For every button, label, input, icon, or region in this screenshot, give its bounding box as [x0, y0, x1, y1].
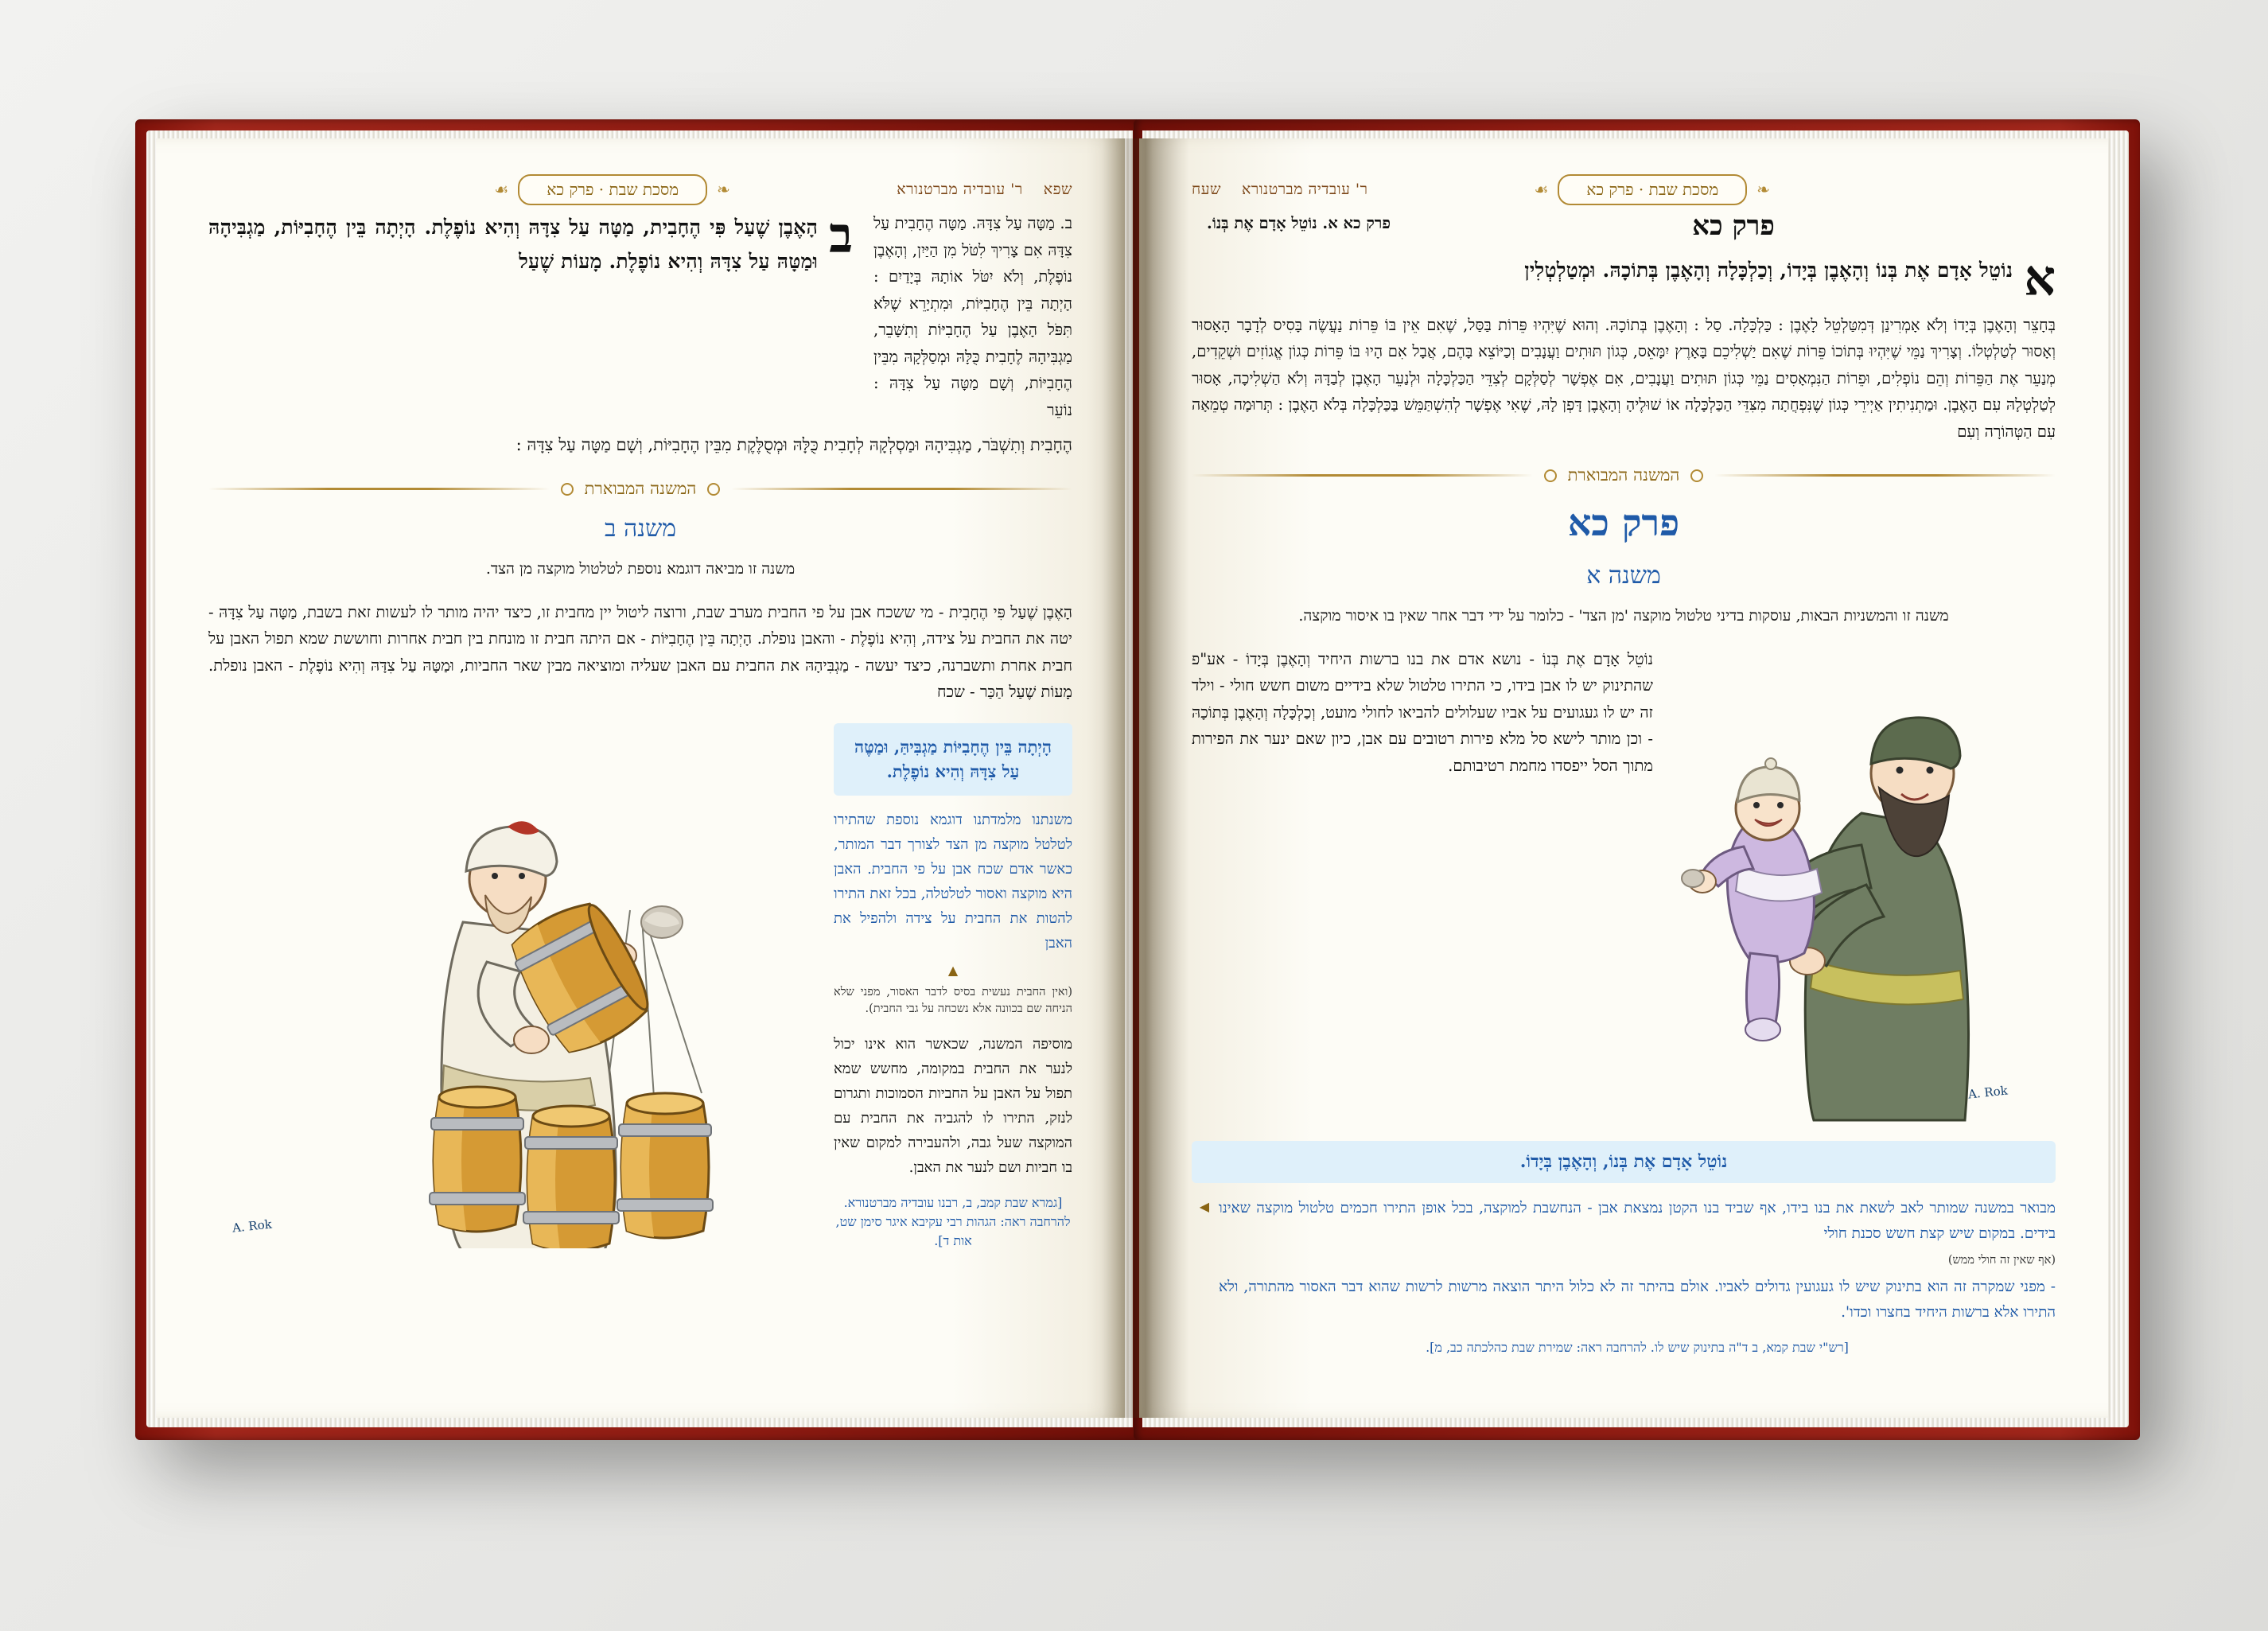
- illustration-barrels-svg: [368, 723, 813, 1248]
- bartenura-heading-right: פרק כא א. נוֹטֵל אָדָם אֶת בְּנוֹ.: [1207, 214, 1391, 232]
- section-divider-right: [1192, 465, 2056, 485]
- chapter-heading-right: פרק כא: [1692, 210, 1775, 242]
- chapter-title-right: פרק כא: [1567, 501, 1680, 545]
- folio-number-right: שעח: [1192, 180, 1221, 198]
- commentator-name-right: ר' עובדיה מברטנורא: [1241, 180, 1368, 198]
- commentator-name-left: ר' עובדיה מברטנורא: [897, 180, 1023, 198]
- triangle-marker-icon-right: ◀: [1199, 1198, 1209, 1214]
- divider-label-right: המשנה המבוארת: [1567, 465, 1680, 485]
- artist-signature-right: A. Rok: [1967, 1083, 2009, 1102]
- illustration-father-child-svg: [1674, 646, 2056, 1123]
- mishna-text-left: הָאֶבֶן שֶׁעַל פִּי הֶחָבִית, מַטָּה עַל צִדָּהּ וְהִיא נוֹפֶלֶת. הָיְתָה בֵּין הֶחָבִיּוֹת, מַגְבִּיהָהּ וּמַטָּהּ עַל צִדָּהּ וְהִיא נוֹפֶלֶת. מָעוֹת שֶׁעַל: [208, 216, 819, 273]
- mishna-number-left: משנה ב: [604, 515, 677, 543]
- right-page: [1139, 138, 2108, 1418]
- callout-right: נוֹטֵל אָדָם אֶת בְּנוֹ, וְהָאֶבֶן בְּיָדוֹ.: [1192, 1141, 2056, 1183]
- folio-number-left: שפא: [1043, 180, 1072, 198]
- section-divider-left: [208, 479, 1072, 499]
- divider-dot-right-2: [1544, 469, 1557, 482]
- running-head-right: [1192, 173, 2056, 205]
- mishna-text-right: נוֹטֵל אָדָם אֶת בְּנוֹ וְהָאֶבֶן בְּיָדוֹ, וְכַלְכָּלָה וְהָאֶבֶן בְּתוֹכָהּ. וּמְטַלְטְלִין: [1524, 259, 2013, 282]
- bartenura-commentary-left: ב. מַטָּה עַל צִדָּהּ. מַטָּה הֶחָבִית עַל צִדָּהּ אִם צָרִיךְ לִטֹּל מִן הַיַּיִן, וְהָאֶבֶן נוֹפֶלֶת, וְלֹא יִטֹּל אוֹתָהּ בְּיָדַיִם : הָיְתָה בֵּין הֶחָבִיּוֹת, וּמִתְיָרֵא שֶׁלֹּא תִּפֹּל הָאֶבֶן עַל הֶחָבִיּוֹת וְתִשָּׁבֵר, מַגְבִּיהָהּ לֶחָבִית כֻּלָּהּ וּמְסַלְּקָהּ מִבֵּין הֶחָבִיּוֹת, וְשָׁם מַטָּה עַל צִדָּהּ : נוֹעֵר: [873, 214, 1072, 419]
- commentary-right-2: - מפני שמקרה זה הוא בתינוק שיש לו געגועין גדולים לאביו. אולם בהיתר זה לא כלול היתר הוצאה מרשות לרשות שהוא דבר האסור מהתורה, ולא התירו אלא ברשות היחיד בחצרו וכדו'.: [1219, 1279, 2056, 1322]
- mishna-lead-left: משנה זו מביאה דוגמא נוספת לטלטול מוקצה מן הצד.: [485, 560, 796, 578]
- source-citation-right: [רש"י שבת קמא, ב ד"ה בתינוק שיש לו. להרחבה ראה: שמירת שבת כהלכתה כב, מ].: [1426, 1339, 1849, 1355]
- commentary-left-note: (ואין החבית נעשית בסיס לדבר האסור, מפני שלא הניחה שם בכוונה אלא נשכחה על גבי החבית).: [834, 985, 1072, 1016]
- ornament-right-1: ❧: [1756, 180, 1770, 199]
- tractate-chapter-right: מסכת שבת · פרק כא: [1558, 174, 1747, 205]
- mishna-number-right: משנה א: [1586, 562, 1661, 590]
- commentary-left-2: מוסיפה המשנה, שכאשר הוא אינו יכול לנער את החבית במקומה, מחשש שמא תפול על האבן על החביות הסמוכות ותגרום לנזק, התירו לו להגביה את החבית עם המוקצה שעל גבה, ולהעבירה למקום שאין בו חביות ושם לנער את האבן.: [834, 1036, 1072, 1176]
- illustration-right: [1674, 646, 2056, 1123]
- mishna-text-continued-left: הֶחָבִית וְתִשְׁבֹּר, מַגְבִּיהָהּ וּמַסְלְקָהּ לְחָבִית כֻּלָּהּ וּמְסֻלֶּקֶת מִבֵּין הֶחָבִיּוֹת, וְשָׁם מַטָּה עַל צִדָּהּ :: [515, 435, 1072, 455]
- commentary-right: מבואר במשנה שמותר לאב לשאת את בנו בידו, אף שביד בנו הקטן נמצאת אבן - הנחשבת למוקצה, בכל אופן התירו חכמים טלטול מוקצה שאינו בידים. במקום שיש קצת חשש סכנת חולי: [1219, 1199, 2056, 1242]
- left-page: [156, 138, 1125, 1418]
- mishna-explanation-left: הָאֶבֶן שֶׁעַל פִּי הֶחָבִית - מי ששכח אבן על פי החבית מערב שבת, ורוצה ליטול יין מחבית זו, כיצד יהיה מותר לו לעשות זאת בשבת, מַטָּה עַל צִדָּהּ - יטה את החבית על צידה, וְהִיא נוֹפֶלֶת - והאבן נופלת. הָיְתָה בֵּין הֶחָבִיּוֹת - אם היתה חבית זו מונחת בין חבית אחרות וחוששת שמא תפול האבן על חבית אחרת ותשברנה, כיצד יעשה - מַגְבִּיהָהּ את החבית עם האבן שעליה ומוציאה מבין שאר החביות, וּמַטָּהּ עַל צִדָּהּ וְהִיא נוֹפֶלֶת - האבן נופלת. מָעוֹת שֶׁעַל הַכַּר - שכח: [208, 602, 1072, 702]
- bartenura-commentary-right: בְּחָצֵר וְהָאֶבֶן בְּיָדוֹ וְלֹא אָמְרִינַן דְּמִטַּלְטֵל לָאֶבֶן : כַּלְכָּלָה. סַל : וְהָאֶבֶן בְּתוֹכָהּ. וְהוּא שֶׁיִּהְיוּ פֵּרוֹת בַּסַּל, שֶׁאִם אֵין בּוֹ פֵּרוֹת נַעֲשֶׂה בָּסִיס לְדָבָר הָאָסוּר וְאָסוּר לְטַלְטְלוֹ. וְצָרִיךְ נַמֵּי שֶׁיִּהְיוּ בְּתוֹכוֹ פֵּרוֹת שֶׁאִם יַשְׁלִיכֵם בָּאָרֶץ יִמָּאֵס, כְּגוֹן תּוּתִים וַעֲנָבִים וְכַיּוֹצֵא בָּהֶם, אֲבָל אִם הָיוּ בּוֹ פֵּרוֹת כְּגוֹן אֱגוֹזִים וּשְׁקֵדִים, מְנַעֵר אֶת הַפֵּרוֹת וְהֵם נוֹפְלִים, וּפֵרוֹת הַנִּמְאָסִים נַמֵּי כְּגוֹן תּוּתִים וַעֲנָבִים, אִם אֶפְשָׁר לְסַלְּקָם לְצִדֵּי הַכַּלְכָּלָה וּלְנַעֵר הָאֶבֶן לְבַדָּהּ וְלֹא הַשְׁלִיכָה, אָסוּר לְטַלְטְלָהּ עִם הָאֶבֶן. וּמַתְנִיתִין אַיְירֵי כְּגוֹן שֶׁנִּפְחֲתָה מִצִּדֵּי הַכַּלְכָּלָה אוֹ שׁוּלֶיהָ וְהָאֶבֶן דָּפְן לָהּ, שֶׁאִי אֶפְשָׁר לְהִשְׁתַּמֵּשׁ בַּכַּלְכָּלָה בְּלֹא הָאֶבֶן : תְּרוּמָה טְמֵאָה עִם הַטְּהוֹרָה וְעִם: [1192, 315, 2056, 441]
- divider-dot-right-1: [1690, 469, 1703, 482]
- illustration-left: [208, 723, 813, 1251]
- ornament-left-1: ❧: [717, 180, 730, 199]
- running-head-left: [208, 173, 1072, 205]
- commentary-left-1: משנתנו מלמדתנו דוגמא נוספת שהתירו לטלטל מוקצה מן הצד לצורך דבר המותר, כאשר אדם שכח אבן על פי החבית. האבן היא מוקצה ואסור לטלטלה, בכל זאת התירו להטות את החבית על צידה ולהפיל את האבן: [834, 811, 1072, 952]
- ornament-left-2: ☙: [494, 180, 509, 199]
- mishna-explanation-right: נוֹטֵל אָדָם אֶת בְּנוֹ - נושא אדם את בנו ברשות היחיד וְהָאֶבֶן בְּיָדוֹ - אע"פ שהתינוק יש לו אבן בידו, כי התירו טלטול שלא בידיים משום חשש חולי - וילד זה יש לו געגועים על אביו שעלולים להביאו לחולי מועט, וְכַלְכָּלָה וְהָאֶבֶן בְּתוֹכָהּ - וכן מותר לישא סל מלא פירות רטובים עם אבן, כיון שאם ינער את הפירות מתוך הסל ייפסדו מחמת רטיבותם.: [1192, 649, 1653, 775]
- ornament-right-2: ☙: [1534, 180, 1549, 199]
- divider-dot-left-1: [707, 483, 720, 496]
- callout-left: הָיְתָה בֵּין הֶחָבִיּוֹת מַגְבִּיהַּ, וּמַטֶּה עַל צִדָּהּ וְהִיא נוֹפֶלֶת.: [834, 723, 1072, 796]
- mishna-lead-right: משנה זו והמשניות הבאות, עוסקות בדיני טלטול מוקצה 'מן הצד' - כלומר על ידי דבר אחר שאין בו איסור מוקצה.: [1298, 607, 1949, 625]
- divider-label-left: המשנה המבוארת: [584, 479, 697, 499]
- divider-dot-left-2: [561, 483, 574, 496]
- open-book: [135, 119, 2140, 1440]
- mishna-initial-letter-left: ב: [829, 206, 853, 264]
- source-citation-left: [גמרא שבת קמב, ב, רבנו עובדיה מברטנורא. להרחבה ראה: הגהות רבי עקיבא איגר סימן שט, אות ד].: [835, 1194, 1071, 1248]
- commentary-right-paren: (אף שאין זה חולי ממש): [1947, 1254, 2056, 1267]
- mishna-initial-letter-right: א: [2024, 249, 2056, 307]
- tractate-chapter-left: מסכת שבת · פרק כא: [518, 174, 707, 205]
- artist-signature-left: A. Rok: [231, 1216, 273, 1236]
- triangle-marker-icon-left: ▲: [947, 962, 959, 978]
